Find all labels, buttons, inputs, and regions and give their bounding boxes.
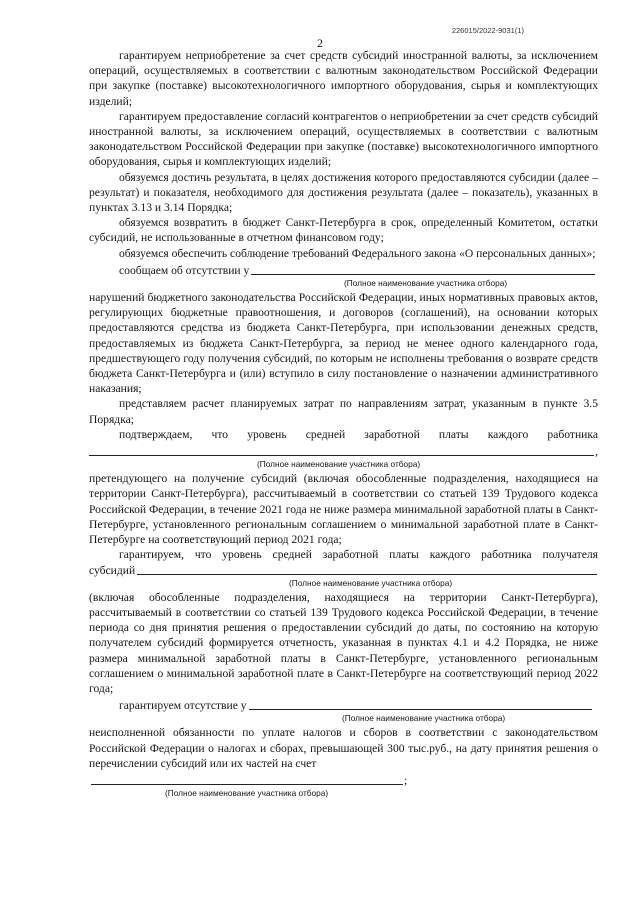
fill-in-lead-text: сообщаем об отсутствии у	[119, 263, 250, 277]
field-caption: (Полное наименование участника отбора)	[344, 278, 508, 289]
field-caption: (Полное наименование участника отбора)	[165, 788, 329, 799]
fill-in-lead-text: субсидий	[89, 563, 136, 577]
fill-in-line	[89, 263, 598, 278]
paragraph: представляем расчет планируемых затрат по направлениям затрат, указанным в пункте 3.5 Порядка;	[89, 397, 598, 426]
paragraph: (включая обособленные подразделения, находящиеся на территории Санкт-Петербурга), рассчитываемый в соответствии со статьей 139 Трудового кодекса Российской Федерации, в течение периода со дня принятия решения о предоставлении субсидий до даты, по состоянию на которую получателем субсидий формируется отчетность, указанная в пунктах 4.1 и 4.2 Порядка, не ниже размера минимальной заработной платы в Санкт-Петербурге, установленного региональным соглашением о минимальной заработной плате в Санкт-Петербурге на соответствующий период 2022 года;	[89, 590, 598, 695]
paragraph: гарантируем, что уровень средней заработной платы каждого работника получателя	[119, 548, 598, 562]
fill-in-line	[89, 444, 598, 459]
field-caption: (Полное наименование участника отбора)	[257, 459, 421, 470]
paragraph: гарантируем предоставление согласий контрагентов о неприобретении за счет средств субсидий иностранной валюты, за исключением операций, осуществляемых в соответствии с валютным законодательством Российской Федерации при закупке (поставке) высокотехнологичного импортного оборудования, сырья и комплектующих изделий;	[89, 109, 598, 169]
fill-in-tail-text: ,	[595, 445, 598, 459]
paragraph: претендующего на получение субсидий (включая обособленные подразделения, находящиеся на территории Санкт-Петербурга), рассчитываемый в соответствии со статьей 139 Трудового кодекса Российской Федерации, в течение 2021 года не ниже размера минимальной заработной платы в Санкт-Петербурге, установленного региональным соглашением о минимальной заработной плате в Санкт-Петербурге на соответствующий период 2021 года;	[89, 472, 598, 547]
field-caption: (Полное наименование участника отбора)	[289, 577, 453, 588]
fill-in-tail-text: ;	[404, 773, 408, 787]
fill-in-line	[89, 773, 598, 788]
document-body	[89, 48, 598, 800]
blank-line	[137, 563, 597, 575]
fill-in-line	[89, 563, 598, 578]
blank-line	[91, 773, 403, 785]
paragraph: обязуемся достичь результата, в целях достижения которого предоставляются субсидии (далее – результат) и показателя, необходимого для достижения результата (далее – показатель), указанных в пунктах 3.13 и 3.14 Порядка;	[89, 170, 598, 215]
paragraph: обязуемся обеспечить соблюдение требований Федерального закона «О персональных данных»;	[119, 246, 596, 260]
paragraph: гарантируем неприобретение за счет средств субсидий иностранной валюты, за исключением операций, осуществляемых в соответствии с валютным законодательством Российской Федерации при закупке (поставке) высокотехнологичного импортного оборудования, сырья и комплектующих изделий;	[89, 49, 598, 108]
document-code: 226015/2022-9031(1)	[451, 26, 524, 35]
fill-in-lead-text: гарантируем отсутствие у	[119, 699, 247, 713]
fill-in-line	[89, 698, 598, 713]
page-number: 2	[317, 36, 323, 50]
blank-line	[89, 444, 594, 456]
field-caption: (Полное наименование участника отбора)	[342, 713, 506, 724]
paragraph: нарушений бюджетного законодательства Российской Федерации, иных нормативных правовых актов, регулирующих бюджетные правоотношения, и договоров (соглашений), на основании которых предоставляются средства из бюджета Санкт-Петербурга, при использовании денежных средств, предоставляемых из бюджета Санкт-Петербурга, за период не менее одного календарного года, предшествующего году получения субсидий, по которым не исполнены требования о возврате средств бюджета Санкт-Петербурга и (или) вступило в силу постановление о назначении административного наказания;	[89, 291, 598, 396]
paragraph: обязуемся возвратить в бюджет Санкт-Петербурга в срок, определенный Комитетом, остатки субсидий, не использованные в отчетном финансовом году;	[89, 216, 598, 245]
blank-line	[249, 698, 592, 710]
blank-line	[251, 263, 595, 275]
paragraph: подтверждаем, что уровень средней заработной платы каждого работника	[119, 427, 598, 441]
paragraph: неисполненной обязанности по уплате налогов и сборов в соответствии с законодательством Российской Федерации о налогах и сборах, превышающей 300 тыс.руб., на дату принятия решения о перечислении субсидий или их частей на счет	[89, 726, 598, 770]
